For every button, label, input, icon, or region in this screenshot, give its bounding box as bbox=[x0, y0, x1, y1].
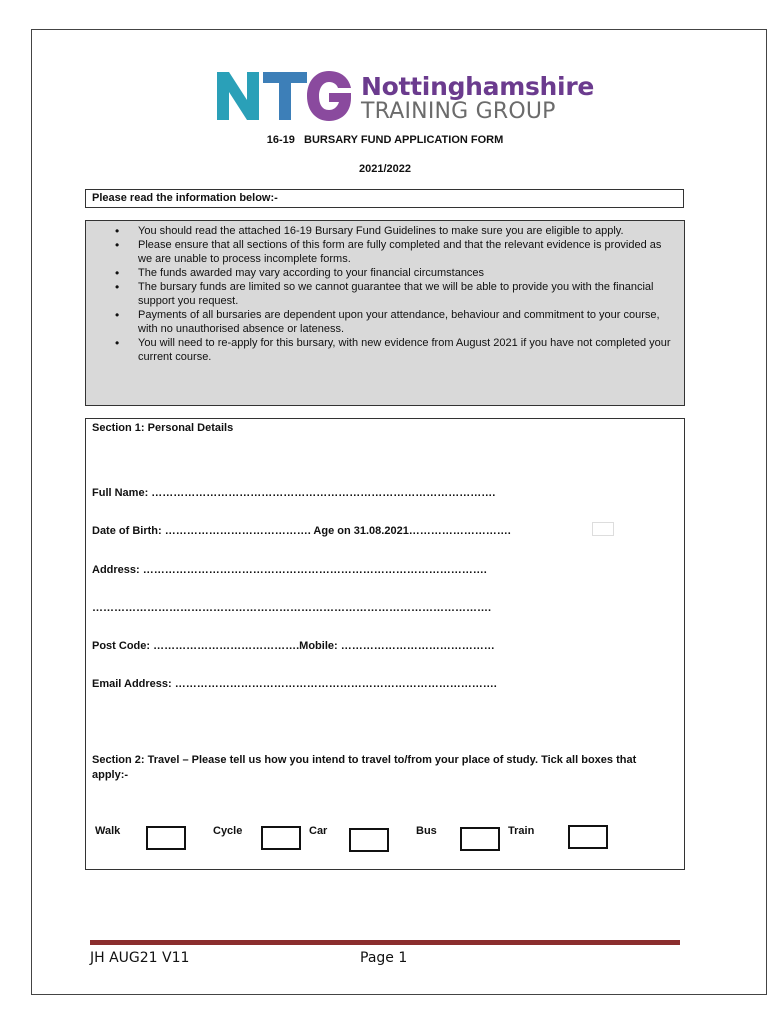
logo-t bbox=[263, 72, 307, 120]
train-label: Train bbox=[508, 825, 535, 837]
form-title: 16-19 BURSARY FUND APPLICATION FORM bbox=[266, 134, 504, 146]
ntg-logo-mark bbox=[215, 70, 355, 122]
address-line2-field[interactable]: ………………………………………………………………………………………………. bbox=[92, 602, 492, 614]
personal-details-section bbox=[85, 418, 685, 870]
info-bullet: • You should read the attached 16-19 Bursary Fund Guidelines to make sure you are eligible to apply. bbox=[138, 224, 676, 238]
footer-rule bbox=[90, 940, 680, 945]
cycle-checkbox[interactable] bbox=[261, 826, 301, 850]
full-name-field[interactable]: Full Name: …………………………………………………………………………………. bbox=[92, 487, 496, 499]
section1-heading: Section 1: Personal Details bbox=[92, 422, 234, 434]
postcode-mobile-field[interactable]: Post Code: ………………………………….Mobile: …………………………………… bbox=[92, 640, 495, 652]
form-year: 2021/2022 bbox=[359, 163, 411, 175]
info-bullet: • Please ensure that all sections of this form are fully completed and that the relevant evidence is provided as we are unable to process incomplete forms. bbox=[138, 238, 676, 266]
email-field[interactable]: Email Address: ……………………………………………………………………………. bbox=[92, 678, 497, 690]
logo-n bbox=[217, 72, 259, 120]
logo-line2: TRAINING GROUP bbox=[361, 99, 556, 124]
address-field[interactable]: Address: …………………………………………………………………………………. bbox=[92, 564, 487, 576]
section2-heading: Section 2: Travel – Please tell us how you intend to travel to/from your place of study. Tick all boxes that apply:- bbox=[92, 754, 637, 781]
info-bullet: • You will need to re-apply for this bursary, with new evidence from August 2021 if you have not completed your current course. bbox=[138, 336, 676, 364]
ntg-logo bbox=[215, 70, 595, 126]
bus-label: Bus bbox=[416, 825, 437, 837]
info-bullet: • The funds awarded may vary according to your financial circumstances bbox=[138, 266, 676, 280]
date-of-birth-field[interactable]: Date of Birth: …………………………………. Age on 31.08.2021………………………. bbox=[92, 525, 511, 537]
info-bullet: • The bursary funds are limited so we cannot guarantee that we will be able to provide you with the financial support you request. bbox=[138, 280, 676, 308]
logo-line1: Nottinghamshire bbox=[361, 72, 595, 101]
page-number: Page 1 bbox=[360, 950, 408, 966]
car-checkbox[interactable] bbox=[349, 828, 389, 852]
car-label: Car bbox=[309, 825, 328, 837]
footer-version: JH AUG21 V11 bbox=[90, 950, 190, 966]
info-list bbox=[86, 221, 684, 364]
walk-label: Walk bbox=[95, 825, 121, 837]
info-heading: Please read the information below:- bbox=[85, 189, 684, 208]
logo-g bbox=[307, 71, 351, 121]
bus-checkbox[interactable] bbox=[460, 827, 500, 851]
info-box bbox=[85, 220, 685, 406]
walk-checkbox[interactable] bbox=[146, 826, 186, 850]
age-box bbox=[592, 522, 614, 536]
cycle-label: Cycle bbox=[213, 825, 243, 837]
info-bullet: • Payments of all bursaries are dependent upon your attendance, behaviour and commitment to your course, with no unauthorised absence or lateness. bbox=[138, 308, 676, 336]
train-checkbox[interactable] bbox=[568, 825, 608, 849]
